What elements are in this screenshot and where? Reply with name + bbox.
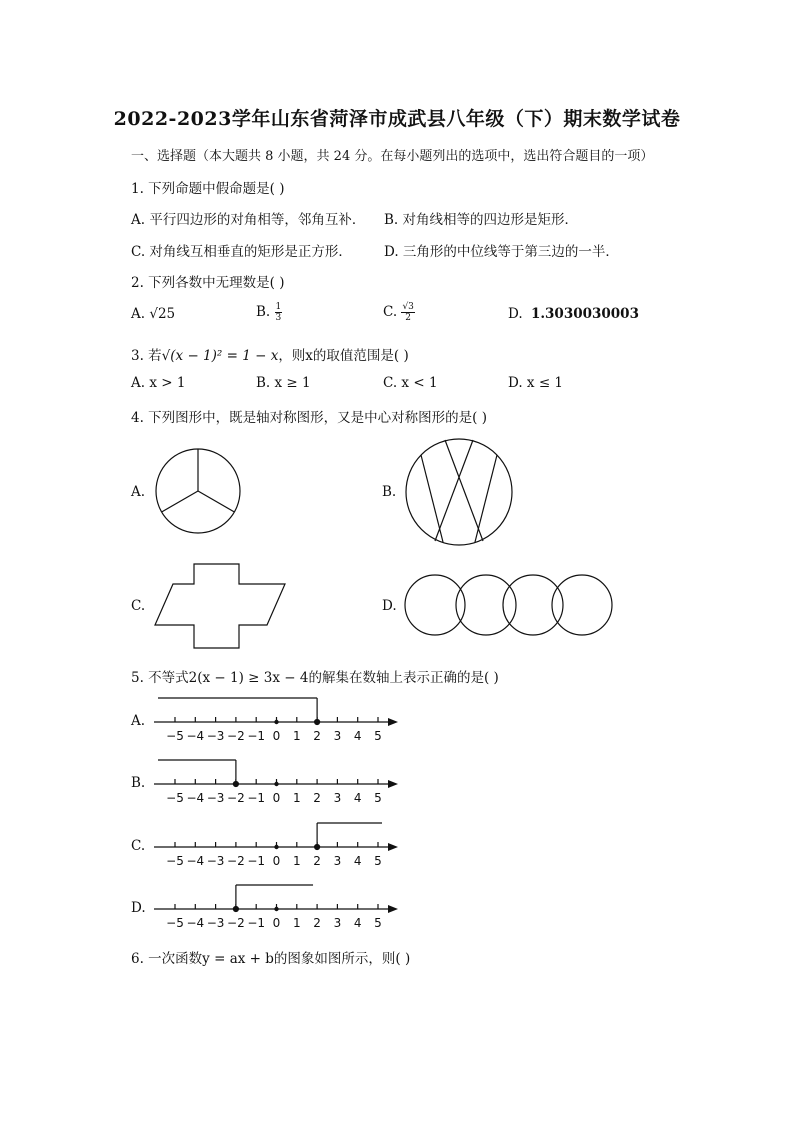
- q6-stem: 6. 一次函数y = ax + b的图象如图所示，则( ): [131, 951, 411, 967]
- tick-label: 3: [333, 916, 342, 930]
- q4-stem: 4. 下列图形中，既是轴对称图形，又是中心对称图形的是( ): [131, 410, 487, 426]
- q1-option-a: A. 平行四边形的对角相等，邻角互补．: [131, 212, 366, 228]
- origin-dot: [274, 720, 278, 724]
- q2-option-c: [383, 302, 415, 323]
- tick-label: −3: [206, 854, 225, 868]
- tick-label: 2: [313, 854, 321, 868]
- q5-stem: 5. 不等式2(x − 1) ≥ 3x − 4的解集在数轴上表示正确的是( ): [131, 670, 499, 686]
- q4-figure-c: [155, 563, 285, 649]
- q5-option-c-label: C.: [131, 838, 146, 854]
- tick-label: −1: [247, 854, 266, 868]
- tick-label: −5: [166, 729, 184, 743]
- tick-label: 3: [333, 854, 342, 868]
- tick-label: 4: [353, 729, 362, 743]
- solution-endpoint: [233, 781, 238, 786]
- tick-label: −3: [206, 729, 225, 743]
- q2-option-d: [508, 306, 639, 322]
- tick-label: −4: [186, 854, 205, 868]
- q2-option-a-label: A.: [131, 306, 146, 322]
- tick-label: −2: [227, 916, 245, 930]
- tick-label: −1: [247, 791, 266, 805]
- fraction-denominator: 2: [405, 313, 412, 323]
- tick-label: −5: [166, 791, 184, 805]
- q5-option-b-label: B.: [131, 775, 146, 791]
- chord-line: [475, 455, 497, 542]
- q4-option-d-label: D.: [382, 598, 397, 614]
- radius-line: [198, 491, 234, 512]
- section-heading: 一、选择题（本大题共 8 小题，共 24 分。在每小题列出的选项中，选出符合题目的一项）: [131, 149, 654, 164]
- tick-label: −2: [227, 729, 245, 743]
- tick-label: 0: [272, 916, 281, 930]
- q2-option-b-label: B.: [256, 304, 271, 320]
- tick-label: −4: [186, 729, 205, 743]
- q3-option-c: C. x < 1: [383, 375, 438, 391]
- chord-line: [435, 440, 473, 541]
- origin-dot: [274, 845, 278, 849]
- tick-label: −4: [186, 791, 205, 805]
- q3-stem: [131, 344, 409, 364]
- q5-number-line-c: [150, 815, 400, 875]
- q5-number-line-b: [150, 752, 400, 812]
- q2-option-b: [256, 302, 282, 323]
- q3-option-b: B. x ≥ 1: [256, 375, 311, 391]
- q2-stem: 2. 下列各数中无理数是( ): [131, 275, 285, 291]
- tick-label: −3: [206, 791, 225, 805]
- q5-option-d-label: D.: [131, 900, 146, 916]
- q2-option-d-value: 1.3030030003: [530, 306, 639, 322]
- page-title: 2022-2023学年山东省菏泽市成武县八年级（下）期末数学试卷: [113, 108, 681, 130]
- axis-arrow: [388, 780, 398, 788]
- q2-option-b-fraction: [275, 302, 283, 323]
- tick-label: 2: [313, 791, 321, 805]
- tick-label: −4: [186, 916, 205, 930]
- q4-option-c-label: C.: [131, 598, 146, 614]
- q4-option-a-label: A.: [131, 484, 146, 500]
- tick-label: 5: [374, 791, 382, 805]
- q4-figure-b: [405, 438, 513, 546]
- cross-shape: [155, 564, 285, 648]
- tick-label: 5: [374, 729, 382, 743]
- circle-shape: [552, 575, 612, 635]
- axis-arrow: [388, 905, 398, 913]
- tick-label: 5: [374, 916, 382, 930]
- origin-dot: [274, 907, 278, 911]
- tick-label: 1: [292, 791, 301, 805]
- tick-label: −3: [206, 916, 225, 930]
- tick-label: 0: [272, 854, 281, 868]
- q3-stem-math: √(x − 1)² = 1 − x: [161, 348, 279, 364]
- tick-label: 3: [333, 791, 342, 805]
- q2-option-c-label: C.: [383, 304, 398, 320]
- tick-label: −1: [247, 916, 266, 930]
- solution-endpoint: [233, 906, 238, 911]
- solution-endpoint: [315, 844, 320, 849]
- q2-option-d-label: D.: [508, 306, 523, 322]
- tick-label: 4: [353, 791, 362, 805]
- q5-number-line-a: [150, 690, 400, 750]
- solution-endpoint: [315, 719, 320, 724]
- q4-option-b-label: B.: [382, 484, 397, 500]
- tick-label: −1: [247, 729, 266, 743]
- tick-label: 5: [374, 854, 382, 868]
- tick-label: −2: [227, 854, 245, 868]
- axis-arrow: [388, 718, 398, 726]
- tick-label: −5: [166, 854, 184, 868]
- fraction-numerator: 1: [275, 302, 282, 312]
- tick-label: −2: [227, 791, 245, 805]
- q4-figure-a: [155, 448, 241, 534]
- q5-number-line-d: [150, 877, 400, 937]
- radius-line: [162, 491, 198, 512]
- tick-label: 1: [292, 854, 301, 868]
- q2-option-a: [131, 306, 175, 322]
- q1-stem: 1. 下列命题中假命题是( ): [131, 181, 285, 197]
- fraction-denominator: 3: [275, 313, 282, 323]
- q3-option-a: A. x > 1: [131, 375, 186, 391]
- q3-stem-prefix: 3. 若: [131, 348, 162, 364]
- tick-label: 0: [272, 729, 281, 743]
- tick-label: 4: [353, 854, 362, 868]
- tick-label: 2: [313, 729, 321, 743]
- q1-option-b: B. 对角线相等的四边形是矩形．: [384, 212, 579, 228]
- chord-line: [445, 440, 483, 541]
- q3-option-d: D. x ≤ 1: [508, 375, 564, 391]
- q2-option-a-value: √25: [149, 306, 176, 322]
- fraction-numerator: √3: [402, 302, 414, 312]
- tick-label: 1: [292, 729, 301, 743]
- tick-label: 2: [313, 916, 321, 930]
- q1-option-d: D. 三角形的中位线等于第三边的一半．: [384, 244, 619, 260]
- circle-shape: [503, 575, 563, 635]
- q1-option-c: C. 对角线互相垂直的矩形是正方形．: [131, 244, 352, 260]
- origin-dot: [274, 782, 278, 786]
- tick-label: 0: [272, 791, 281, 805]
- tick-label: −5: [166, 916, 184, 930]
- tick-label: 4: [353, 916, 362, 930]
- tick-label: 1: [292, 916, 301, 930]
- axis-arrow: [388, 843, 398, 851]
- q3-stem-suffix: ，则x的取值范围是( ): [278, 348, 409, 364]
- circle-shape: [406, 439, 512, 545]
- q5-option-a-label: A.: [131, 713, 146, 729]
- tick-label: 3: [333, 729, 342, 743]
- q4-figure-d: [405, 572, 613, 638]
- q2-option-c-fraction: [401, 302, 414, 323]
